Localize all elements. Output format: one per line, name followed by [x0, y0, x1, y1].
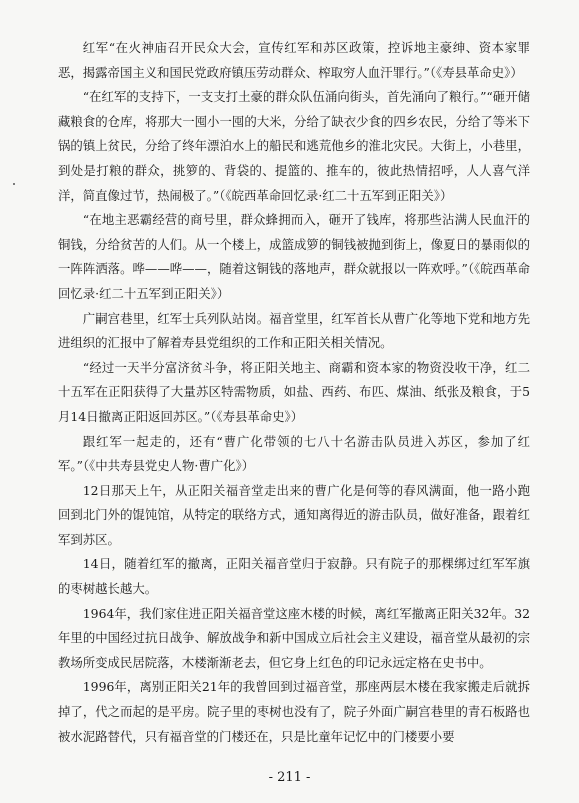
- paragraph: 1964年，我们家住进正阳关福音堂这座木楼的时候，离红军撤离正阳关32年。32年里的中国经过抗日战争、解放战争和新中国成立后社会主义建设，福音堂从最初的宗教场所变成民居院落，木楼渐渐老去，但它身上红色的印记永远定格在史书中。: [58, 605, 530, 670]
- paragraph: 广嗣宫巷里，红军士兵列队站岗。福音堂里，红军首长从曹广化等地下党和地方先进组织的汇报中了解着寿县党组织的工作和正阳关相关情况。: [58, 310, 530, 351]
- paragraph: “在红军的支持下，一支支打土豪的群众队伍涌向街头，首先涌向了粮行。”“砸开储藏粮食的仓库，将那大一囤小一囤的大米，分给了缺衣少食的四乡农民，分给了等米下锅的镇上贫民，分给了终年漂泊水上的船民和逃荒他乡的淮北灾民。大街上，小巷里，到处是打粮的群众，挑箩的、背袋的、提篮的、推车的，彼此热情招呼，人人喜气洋洋，简直像过节，热闹极了。”（《皖西革命回忆录·红二十五军到正阳关》）: [58, 89, 530, 203]
- paragraph: “经过一天半分富济贫斗争，将正阳关地主、商霸和资本家的物资没收干净，红二十五军在正阳获得了大量苏区特需物质，如盐、西药、布匹、煤油、纸张及粮食，于5月14日撤离正阳返回苏区。”（《寿县革命史》）: [58, 359, 530, 424]
- paragraph: 1996年，离别正阳关21年的我曾回到过福音堂，那座两层木楼在我家搬走后就拆掉了，代之而起的是平房。院子里的枣树也没有了，院子外面广嗣宫巷里的青石板路也被水泥路替代，只有福音堂的门楼还在，只是比童年记忆中的门楼要小要: [58, 679, 530, 744]
- paragraph: 跟红军一起走的，还有“曹广化带领的七八十名游击队员进入苏区，参加了红军。”（《中共寿县党史人物·曹广化》）: [58, 433, 530, 474]
- paragraph: 红军“在火神庙召开民众大会，宣传红军和苏区政策，控诉地主豪绅、资本家罪恶，揭露帝国主义和国民党政府镇压劳动群众、榨取穷人血汗罪行。”（《寿县革命史》）: [58, 40, 530, 80]
- page-number: - 211 -: [268, 770, 311, 785]
- margin-mark: [13, 183, 15, 185]
- paragraph: 12日那天上午，从正阳关福音堂走出来的曹广化是何等的春风满面，他一路小跑回到北门外的馄饨馆，从特定的联络方式，通知离得近的游击队员，做好准备，跟着红军到苏区。: [58, 482, 530, 547]
- paragraph: 14日，随着红军的撤离，正阳关福音堂归于寂静。只有院子的那棵绑过红军军旗的枣树越长越大。: [58, 556, 530, 597]
- paragraph: “在地主恶霸经营的商号里，群众蜂拥而入，砸开了钱库，将那些沾满人民血汗的铜钱，分给贫苦的人们。从一个楼上，成篮成箩的铜钱被抛到街上，像夏日的暴雨似的一阵阵洒落。哗——哗——，随着这铜钱的落地声，群众就报以一阵欢呼。”（《皖西革命回忆录·红二十五军到正阳关》）: [58, 212, 530, 301]
- body-text: [58, 36, 530, 749]
